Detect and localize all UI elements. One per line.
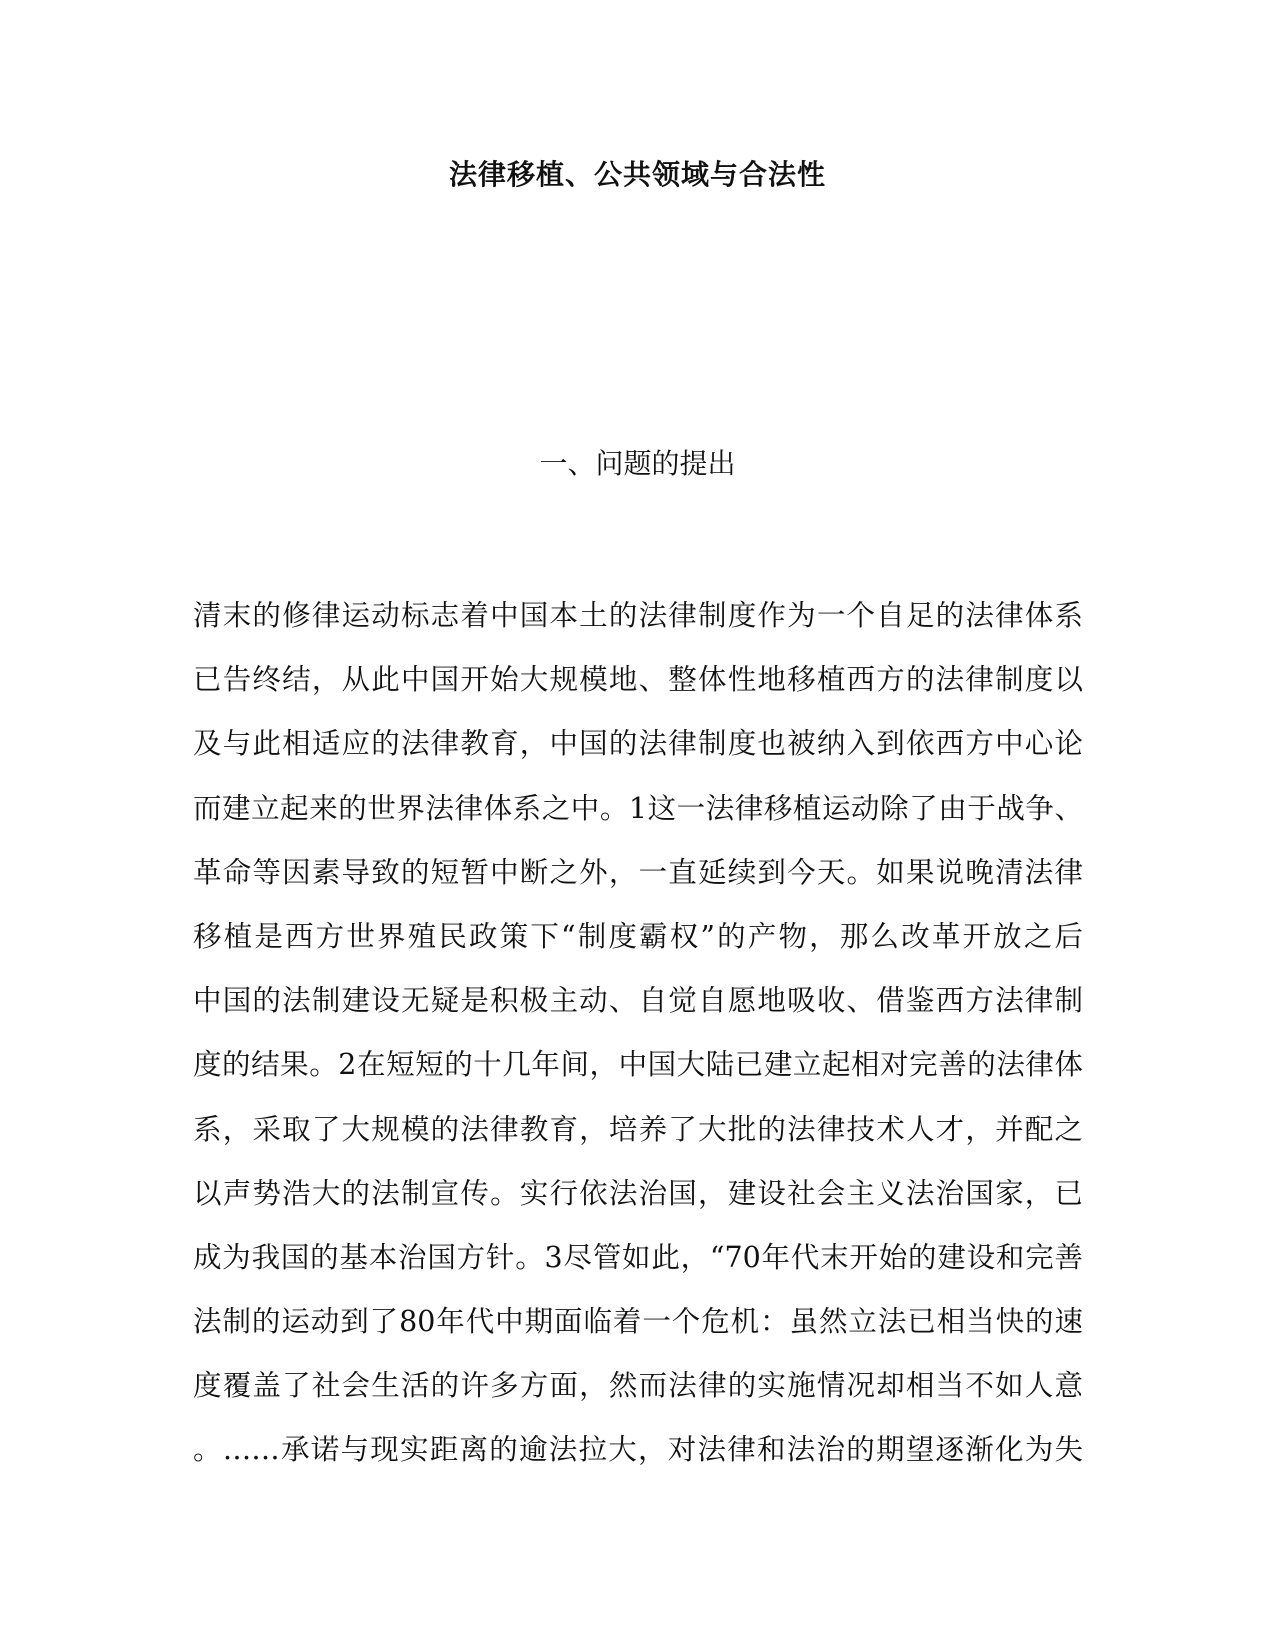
body-line: 法制的运动到了80年代中期面临着一个危机：虽然立法已相当快的速 (193, 1305, 1083, 1339)
body-line: 度的结果。2在短短的十几年间，中国大陆已建立起相对完善的法律体 (193, 1048, 1083, 1082)
body-line: 。……承诺与现实距离的逾法拉大，对法律和法治的期望逐渐化为失 (193, 1433, 1083, 1467)
body-line: 中国的法制建设无疑是积极主动、自觉自愿地吸收、借鉴西方法律制 (193, 984, 1083, 1018)
body-line: 革命等因素导致的短暂中断之外，一直延续到今天。如果说晚清法律 (193, 855, 1083, 889)
body-line: 移植是西方世界殖民政策下“制度霸权”的产物，那么改革开放之后 (193, 919, 1083, 953)
body-paragraph (193, 598, 1083, 1497)
body-line: 及与此相适应的法律教育，中国的法律制度也被纳入到依西方中心论 (193, 727, 1083, 761)
document-title: 法律移植、公共领域与合法性 (448, 158, 826, 191)
body-line: 度覆盖了社会生活的许多方面，然而法律的实施情况却相当不如人意 (193, 1369, 1083, 1403)
body-line: 清末的修律运动标志着中国本土的法律制度作为一个自足的法律体系 (193, 599, 1083, 632)
section-heading: 一、问题的提出 (539, 447, 736, 480)
body-line: 成为我国的基本治国方针。3尽管如此，“70年代末开始的建设和完善 (193, 1240, 1083, 1274)
body-line: 已告终结，从此中国开始大规模地、整体性地移植西方的法律制度以 (193, 663, 1083, 697)
body-line: 而建立起来的世界法律体系之中。1这一法律移植运动除了由于战争、 (193, 791, 1083, 825)
body-line: 以声势浩大的法制宣传。实行依法治国，建设社会主义法治国家，已 (193, 1176, 1083, 1210)
body-line: 系，采取了大规模的法律教育，培养了大批的法律技术人才，并配之 (193, 1112, 1083, 1146)
